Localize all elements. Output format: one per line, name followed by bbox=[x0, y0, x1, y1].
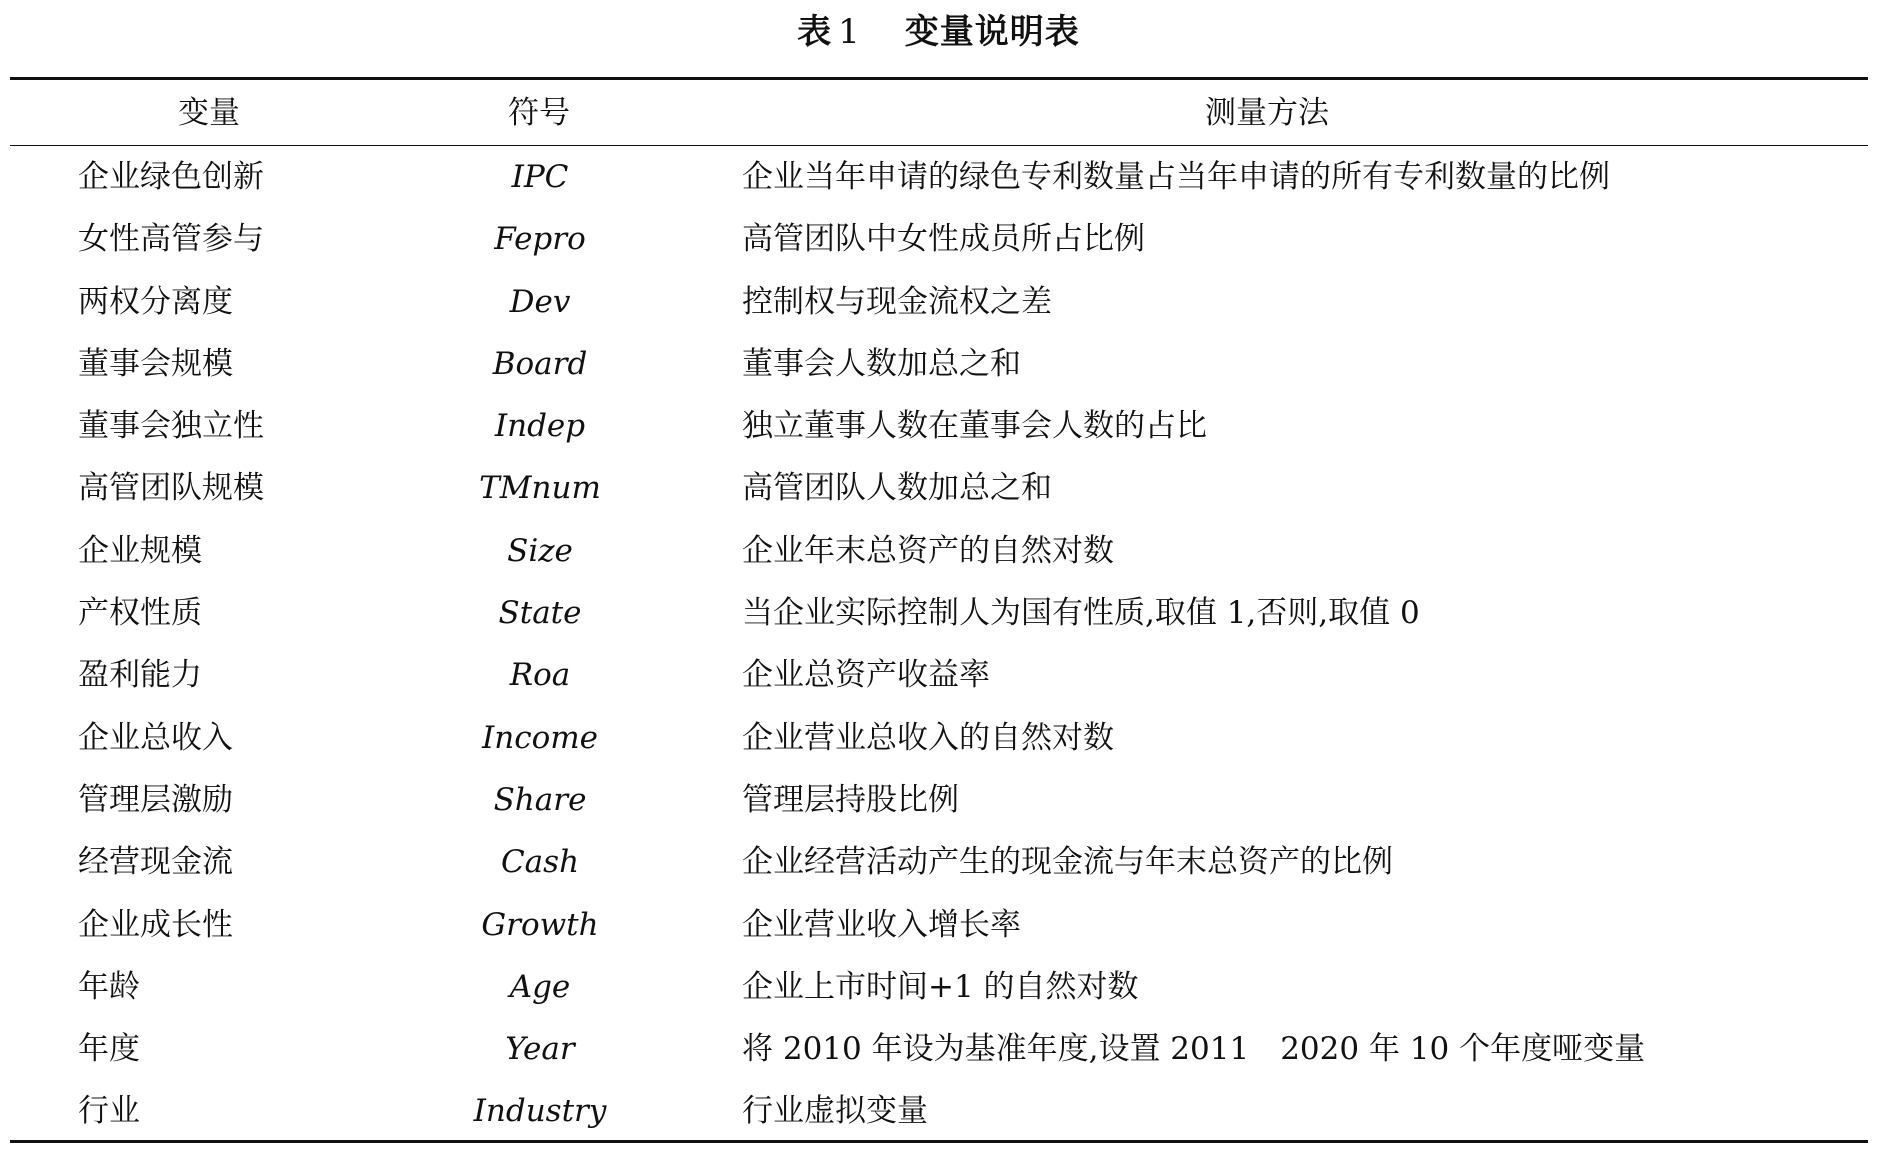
table-row bbox=[0, 1018, 1877, 1080]
cell-symbol: Growth bbox=[481, 906, 599, 943]
cell-variable: 企业规模 bbox=[78, 532, 202, 569]
caption-label: 表 bbox=[797, 12, 833, 52]
cell-symbol: Share bbox=[493, 781, 587, 818]
cell-symbol: Indep bbox=[494, 408, 586, 445]
cell-variable: 行业 bbox=[78, 1093, 140, 1130]
cell-variable: 企业绿色创新 bbox=[78, 159, 264, 195]
cell-symbol: Industry bbox=[473, 1093, 607, 1130]
cell-method: 行业虚拟变量 bbox=[742, 1093, 928, 1130]
cell-variable: 企业成长性 bbox=[78, 906, 233, 943]
cell-method: 高管团队中女性成员所占比例 bbox=[742, 221, 1145, 258]
cell-method: 企业当年申请的绿色专利数量占当年申请的所有专利数量的比例 bbox=[742, 159, 1610, 195]
cell-method: 管理层持股比例 bbox=[742, 781, 959, 818]
cell-method: 企业营业收入增长率 bbox=[742, 906, 1021, 943]
cell-symbol: Age bbox=[509, 968, 571, 1005]
cell-variable: 管理层激励 bbox=[78, 781, 233, 818]
table-row bbox=[0, 894, 1877, 956]
cell-method: 企业营业总收入的自然对数 bbox=[742, 719, 1114, 756]
table-row bbox=[0, 707, 1877, 769]
caption-number: 1 bbox=[838, 12, 861, 52]
table-row bbox=[0, 644, 1877, 706]
cell-variable: 产权性质 bbox=[78, 595, 202, 632]
cell-method: 当企业实际控制人为国有性质,取值 1,否则,取值 0 bbox=[742, 595, 1420, 632]
table-row bbox=[0, 208, 1877, 270]
cell-variable: 盈利能力 bbox=[78, 657, 202, 694]
header-symbol: 符号 bbox=[508, 95, 570, 131]
cell-variable: 经营现金流 bbox=[78, 844, 233, 881]
table-row bbox=[0, 956, 1877, 1018]
cell-variable: 女性高管参与 bbox=[78, 221, 264, 258]
cell-symbol: Size bbox=[507, 532, 573, 569]
table-row bbox=[0, 395, 1877, 457]
table-row bbox=[0, 831, 1877, 893]
cell-method: 独立董事人数在董事会人数的占比 bbox=[742, 408, 1207, 445]
header-variable: 变量 bbox=[178, 95, 240, 131]
table-row bbox=[0, 146, 1877, 208]
cell-variable: 高管团队规模 bbox=[78, 470, 264, 507]
cell-method: 企业经营活动产生的现金流与年末总资产的比例 bbox=[742, 844, 1393, 881]
table-row bbox=[0, 520, 1877, 582]
table-row bbox=[0, 271, 1877, 333]
cell-symbol: Income bbox=[482, 719, 598, 756]
cell-variable: 年龄 bbox=[78, 968, 140, 1005]
header-method: 测量方法 bbox=[1205, 95, 1329, 131]
table-caption bbox=[0, 8, 1877, 56]
cell-symbol: Dev bbox=[509, 283, 571, 320]
cell-method: 企业总资产收益率 bbox=[742, 657, 990, 694]
cell-method: 企业上市时间+1 的自然对数 bbox=[742, 968, 1139, 1005]
cell-variable: 董事会独立性 bbox=[78, 408, 264, 445]
table-header bbox=[0, 82, 1877, 144]
cell-variable: 年度 bbox=[78, 1031, 140, 1068]
cell-symbol: IPC bbox=[511, 159, 569, 195]
table-row bbox=[0, 1080, 1877, 1142]
table-row bbox=[0, 333, 1877, 395]
cell-variable: 董事会规模 bbox=[78, 345, 233, 382]
cell-method: 高管团队人数加总之和 bbox=[742, 470, 1052, 507]
cell-symbol: Roa bbox=[509, 657, 571, 694]
cell-variable: 两权分离度 bbox=[78, 283, 233, 320]
top-rule bbox=[10, 77, 1868, 80]
cell-method: 将 2010 年设为基准年度,设置 2011 2020 年 10 个年度哑变量 bbox=[742, 1031, 1646, 1068]
cell-symbol: TMnum bbox=[479, 470, 601, 507]
cell-method: 企业年末总资产的自然对数 bbox=[742, 532, 1114, 569]
bottom-rule bbox=[10, 1140, 1868, 1143]
cell-symbol: Board bbox=[492, 345, 588, 382]
table-row bbox=[0, 769, 1877, 831]
cell-variable: 企业总收入 bbox=[78, 719, 233, 756]
cell-symbol: Year bbox=[505, 1031, 575, 1068]
caption-title: 变量说明表 bbox=[904, 12, 1080, 52]
table-body bbox=[0, 146, 1877, 1143]
table-row bbox=[0, 457, 1877, 519]
table-row bbox=[0, 582, 1877, 644]
cell-method: 董事会人数加总之和 bbox=[742, 345, 1021, 382]
cell-method: 控制权与现金流权之差 bbox=[742, 283, 1052, 320]
cell-symbol: Cash bbox=[500, 844, 580, 881]
cell-symbol: State bbox=[498, 595, 582, 632]
cell-symbol: Fepro bbox=[494, 221, 586, 258]
